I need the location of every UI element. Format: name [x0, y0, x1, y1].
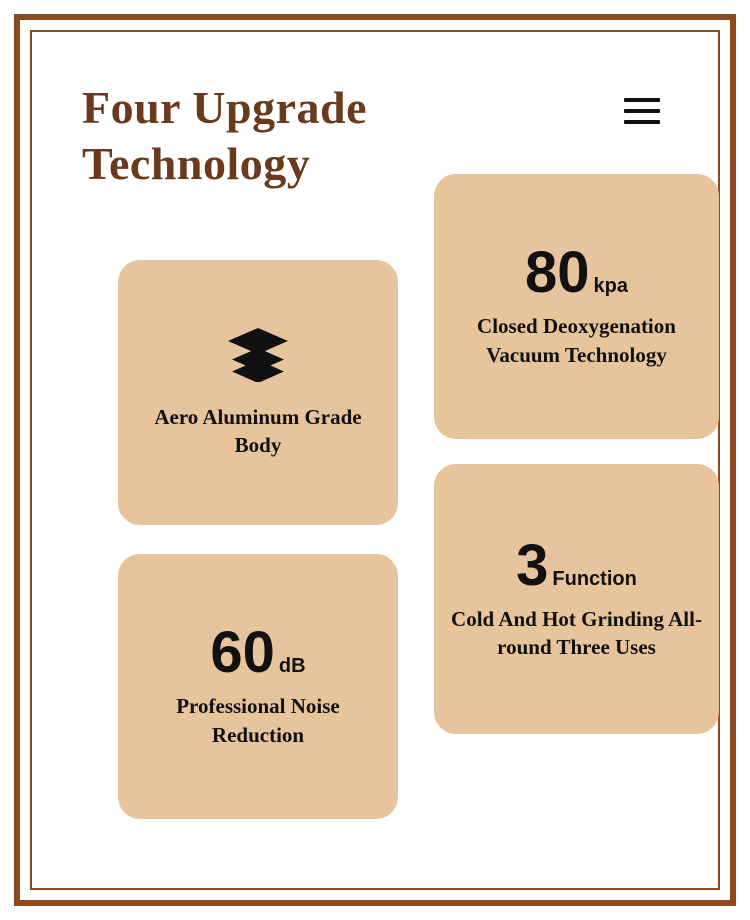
feature-card-three-function[interactable] — [434, 464, 719, 734]
inner-border — [30, 30, 720, 890]
feature-card-label: Professional Noise Reduction — [176, 694, 340, 747]
feature-card-aero-aluminum[interactable] — [118, 260, 398, 525]
menu-bar-3 — [624, 120, 660, 124]
feature-card-vacuum-technology[interactable] — [434, 174, 719, 439]
stat-value: 60 — [210, 620, 275, 686]
feature-card-noise-reduction[interactable] — [118, 554, 398, 819]
stat-unit: dB — [278, 655, 306, 678]
stat-group — [210, 620, 306, 686]
menu-bar-2 — [624, 109, 660, 113]
layers-stack-icon — [226, 326, 290, 387]
poster-content — [32, 32, 718, 888]
menu-bar-1 — [624, 98, 660, 102]
stat-group — [516, 532, 637, 598]
page-title: Four Upgrade Technology — [82, 82, 367, 190]
hamburger-menu-icon[interactable] — [624, 98, 660, 124]
stat-group — [525, 240, 628, 306]
stat-value: 3 — [516, 532, 549, 598]
feature-card-label: Aero Aluminum Grade Body — [154, 404, 362, 458]
stat-value: 80 — [525, 240, 590, 306]
feature-card-grid — [82, 164, 702, 824]
feature-card-label: Closed Deoxygenation Vacuum Technology — [477, 314, 676, 367]
feature-card-label: Cold And Hot Grinding All-round Three Uses — [451, 606, 702, 660]
stat-unit: Function — [552, 567, 637, 590]
stat-unit: kpa — [593, 275, 628, 298]
